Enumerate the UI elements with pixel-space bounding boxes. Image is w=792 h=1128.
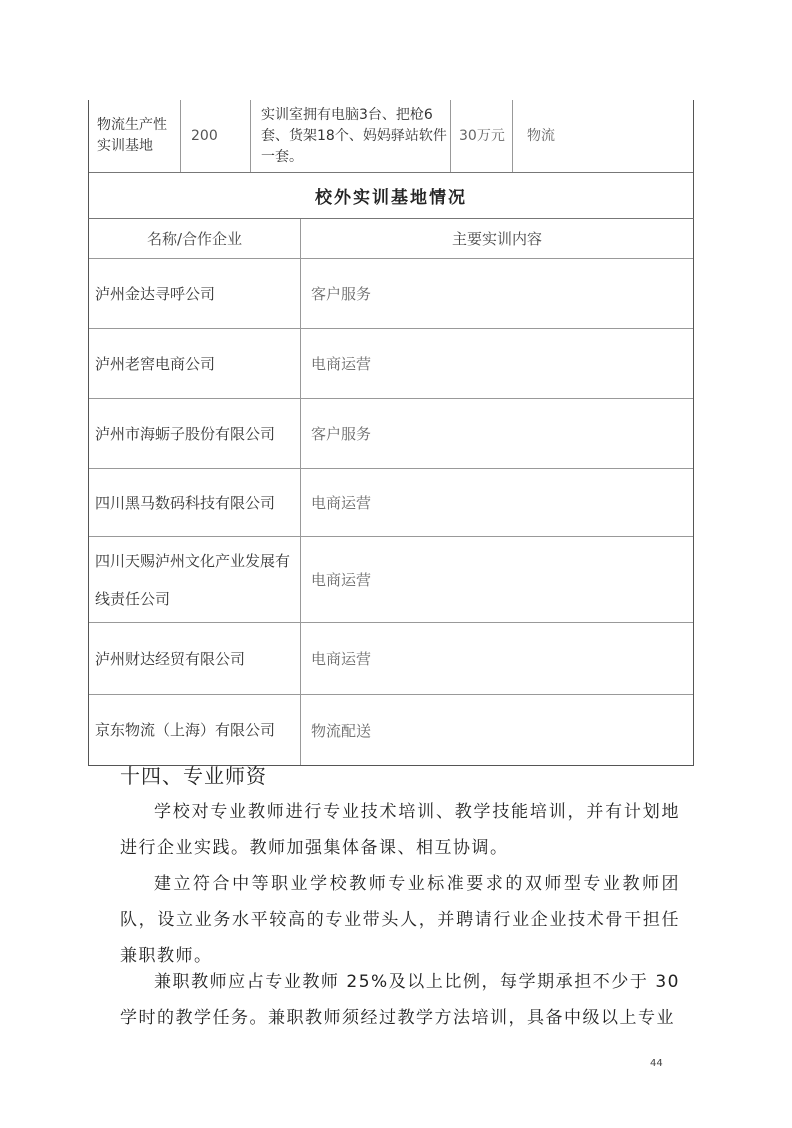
column-header-company: 名称/合作企业 [89, 219, 301, 258]
table-row [89, 329, 693, 399]
content-cell: 物流配送 [311, 721, 372, 740]
offsite-base-table [88, 218, 694, 766]
company-cell: 京东物流（上海）有限公司 [89, 695, 301, 765]
company-cell: 四川天赐泸州文化产业发展有线责任公司 [89, 537, 301, 622]
page-number: 44 [650, 1058, 663, 1069]
paragraph: 兼职教师应占专业教师 25%及以上比例，每学期承担不少于 30 学时的教学任务。兼职教师须经过教学方法培训，具备中级以上专业 [120, 972, 680, 1028]
company-cell: 泸州金达寻呼公司 [89, 259, 301, 328]
column-header-content: 主要实训内容 [451, 230, 542, 248]
content-cell: 客户服务 [311, 425, 372, 443]
content-cell: 电商运营 [311, 650, 372, 668]
table-row [89, 623, 693, 695]
table-row [89, 259, 693, 329]
company-cell: 泸州老窖电商公司 [89, 329, 301, 398]
section-title: 校外实训基地情况 [88, 172, 694, 218]
table-row [89, 695, 693, 765]
content-cell: 客户服务 [311, 285, 372, 303]
company-cell: 泸州市海蛎子股份有限公司 [89, 399, 301, 468]
paragraph: 建立符合中等职业学校教师专业标准要求的双师型专业教师团队，设立业务水平较高的专业带头人，并聘请行业企业技术骨干担任兼职教师。 [120, 874, 680, 966]
table-header-row [89, 219, 693, 259]
facility-name: 物流生产性实训基地 [89, 100, 181, 172]
table-row [89, 469, 693, 537]
company-cell: 泸州财达经贸有限公司 [89, 623, 301, 694]
facility-equipment: 实训室拥有电脑3台、把枪6套、货架18个、妈妈驿站软件一套。 [251, 100, 451, 172]
paragraph: 学校对专业教师进行专业技术培训、教学技能培训，并有计划地进行企业实践。教师加强集体备课、相互协调。 [120, 802, 680, 858]
company-cell: 四川黑马数码科技有限公司 [89, 469, 301, 536]
section-heading: 十四、专业师资 [120, 764, 267, 788]
content-cell: 电商运营 [311, 571, 372, 589]
table-row [89, 537, 693, 623]
table-row [89, 399, 693, 469]
facility-value: 30万元 [451, 100, 513, 172]
content-cell: 电商运营 [311, 355, 372, 373]
facility-row [88, 100, 694, 173]
facility-area: 200 [181, 100, 251, 172]
facility-major: 物流 [527, 127, 555, 144]
content-cell: 电商运营 [311, 494, 372, 512]
